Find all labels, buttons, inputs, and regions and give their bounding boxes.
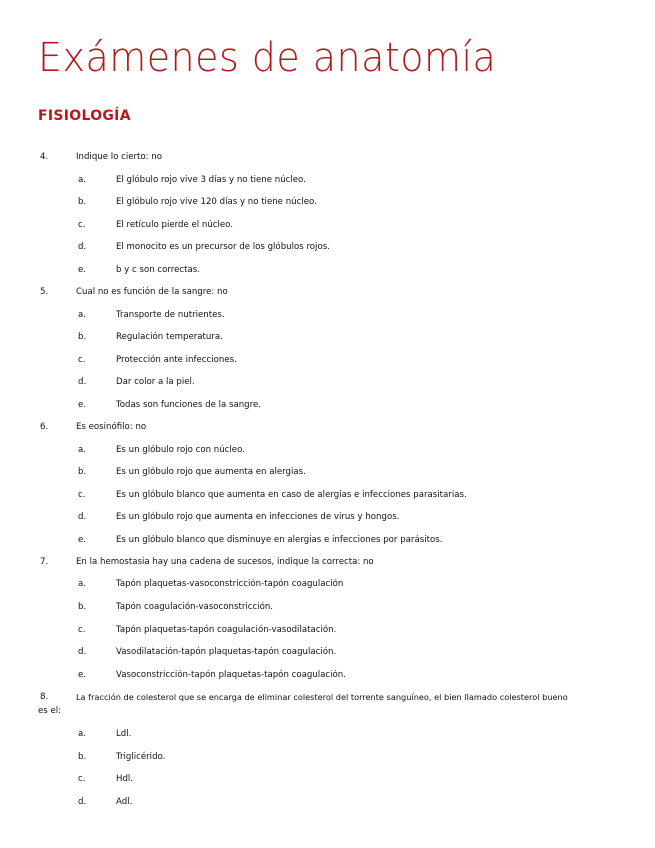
option-text: Hdl. — [116, 774, 134, 784]
option-letter: b. — [78, 602, 87, 612]
option-letter: a. — [78, 175, 86, 185]
question-text: En la hemostasia hay una cadena de sucesos, indique la correcta: no — [76, 557, 374, 567]
question-number: 6. — [40, 422, 49, 432]
option-text: Protección ante infecciones. — [116, 355, 237, 365]
option-letter: a. — [78, 579, 86, 589]
option-letter: b. — [78, 467, 87, 477]
option-text: Ldl. — [116, 729, 132, 739]
option-letter: a. — [78, 445, 86, 455]
question-text: La fracción de colesterol que se encarga de eliminar colesterol del torrente sanguíneo, el bien llamado colesterol bueno — [76, 692, 568, 702]
question-text: Cual no es función de la sangre: no — [76, 287, 228, 297]
option-letter: c. — [78, 774, 86, 784]
question-text: Es eosinófilo: no — [76, 422, 147, 432]
option-letter: d. — [78, 512, 87, 522]
option-letter: d. — [78, 377, 87, 387]
option-letter: e. — [78, 400, 87, 410]
section-heading: FISIOLOGÍA — [38, 108, 131, 124]
option-text: Es un glóbulo blanco que disminuye en alergias e infecciones por parásitos. — [116, 535, 443, 545]
option-letter: d. — [78, 242, 87, 252]
option-letter: a. — [78, 729, 86, 739]
option-letter: c. — [78, 355, 86, 365]
option-text: Tapón plaquetas-vasoconstricción-tapón coagulación — [116, 579, 344, 589]
option-text: El glóbulo rojo vive 120 días y no tiene núcleo. — [116, 197, 317, 207]
option-letter: e. — [78, 265, 87, 275]
option-letter: b. — [78, 752, 87, 762]
question-number: 5. — [40, 287, 49, 297]
option-letter: c. — [78, 220, 86, 230]
option-text: Regulación temperatura. — [116, 332, 223, 342]
option-text: Todas son funciones de la sangre. — [116, 400, 261, 410]
option-letter: e. — [78, 535, 87, 545]
question-text: Indique lo cierto: no — [76, 152, 163, 162]
option-text: Es un glóbulo rojo que aumenta en infecciones de virus y hongos. — [116, 512, 400, 522]
question-number: 8. — [40, 692, 49, 702]
option-text: Transporte de nutrientes. — [116, 310, 225, 320]
option-letter: b. — [78, 332, 87, 342]
option-letter: e. — [78, 670, 87, 680]
option-text: Es un glóbulo rojo que aumenta en alergias. — [116, 467, 306, 477]
option-text: Es un glóbulo rojo con núcleo. — [116, 445, 245, 455]
option-text: Adl. — [116, 797, 133, 807]
option-letter: a. — [78, 310, 86, 320]
option-text: Es un glóbulo blanco que aumenta en caso de alergias e infecciones parasitarias. — [116, 490, 467, 500]
option-letter: c. — [78, 490, 86, 500]
option-text: Triglicérido. — [116, 752, 166, 762]
option-text: Dar color a la piel. — [116, 377, 195, 387]
option-text: Vasoconstricción-tapón plaquetas-tapón coagulación. — [116, 670, 346, 680]
question-text-continued: es el: — [38, 706, 62, 716]
option-text: El monocito es un precursor de los glóbulos rojos. — [116, 242, 330, 252]
option-text: El glóbulo rojo vive 3 días y no tiene núcleo. — [116, 175, 306, 185]
option-letter: c. — [78, 625, 86, 635]
option-text: El retículo pierde el núcleo. — [116, 220, 234, 230]
option-text: Tapón coagulación-vasoconstricción. — [116, 602, 274, 612]
option-text: Tapón plaquetas-tapón coagulación-vasodilatación. — [116, 625, 337, 635]
question-number: 4. — [40, 152, 49, 162]
question-number: 7. — [40, 557, 49, 567]
option-text: b y c son correctas. — [116, 265, 200, 275]
option-letter: d. — [78, 647, 87, 657]
page-title: Exámenes de anatomía — [38, 35, 497, 81]
option-letter: d. — [78, 797, 87, 807]
option-letter: b. — [78, 197, 87, 207]
option-text: Vasodilatación-tapón plaquetas-tapón coagulación. — [116, 647, 337, 657]
